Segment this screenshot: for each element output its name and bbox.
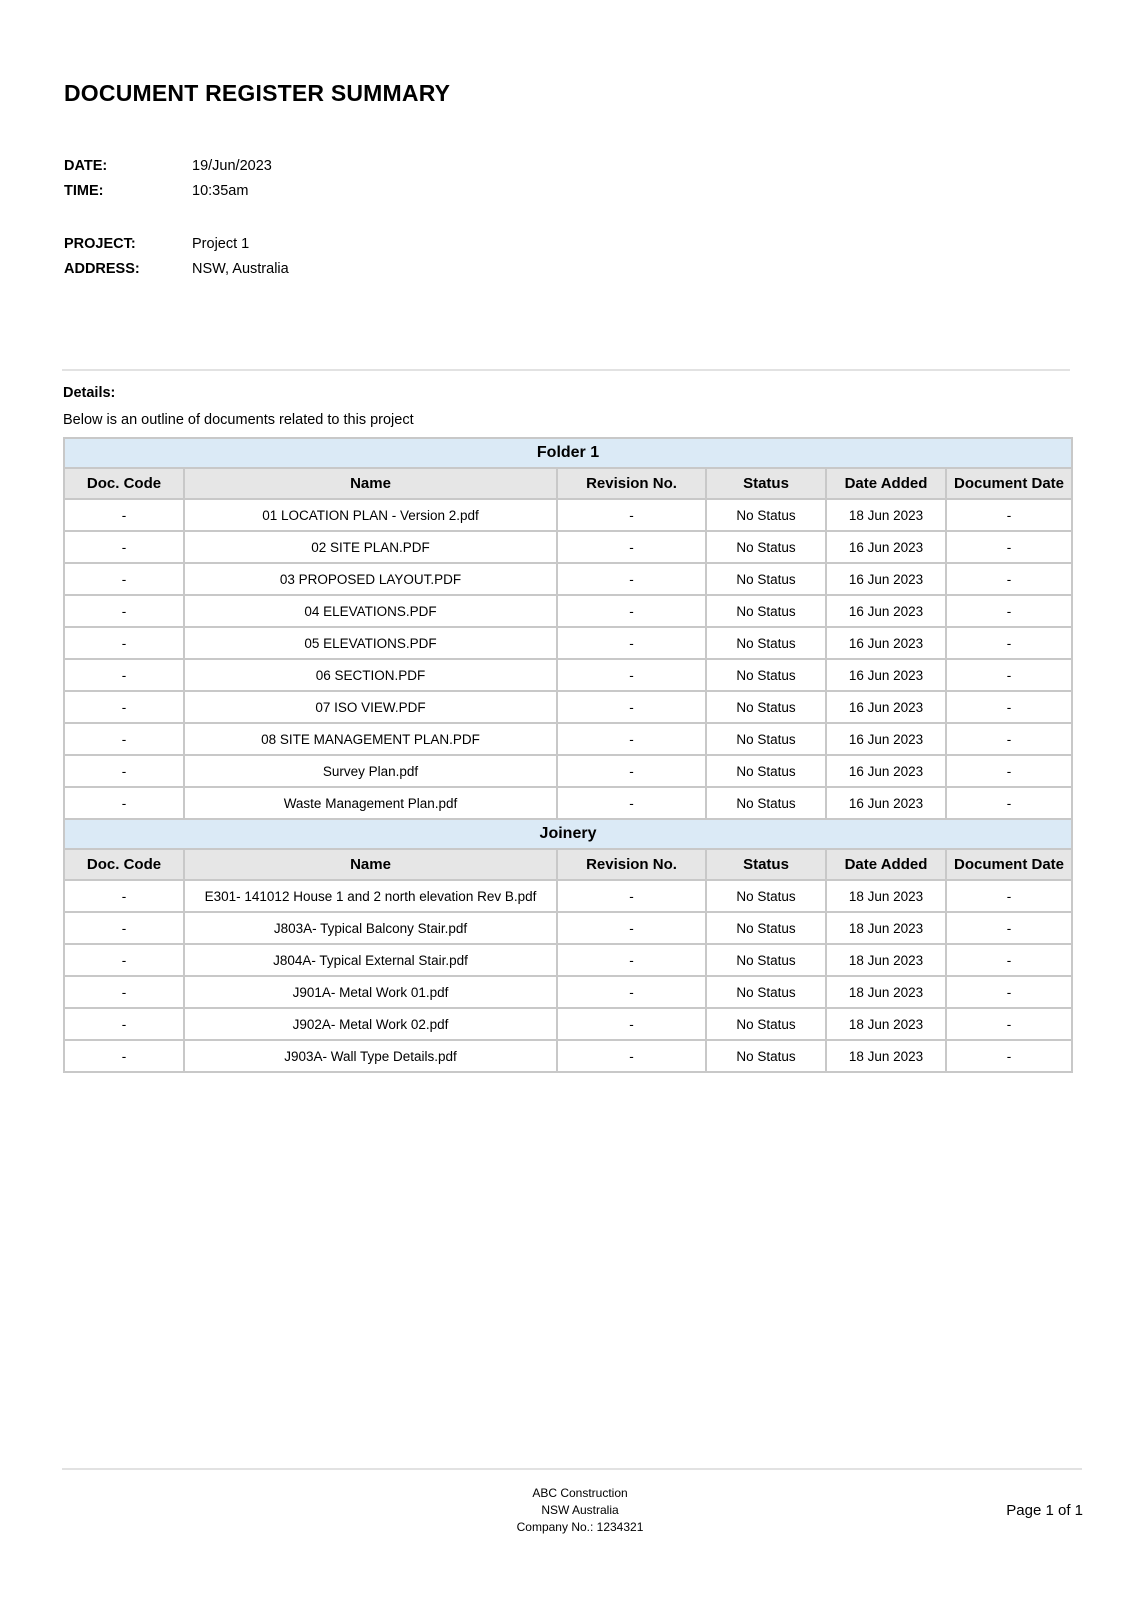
cell-document-date: - — [946, 1040, 1072, 1072]
cell-doc-code: - — [64, 944, 184, 976]
cell-date-added: 16 Jun 2023 — [826, 787, 946, 819]
time-row — [64, 178, 272, 203]
cell-doc-code: - — [64, 912, 184, 944]
column-header-date-added: Date Added — [826, 468, 946, 499]
cell-revision-no: - — [557, 880, 706, 912]
cell-date-added: 16 Jun 2023 — [826, 563, 946, 595]
cell-doc-code: - — [64, 1008, 184, 1040]
folder-name: Folder 1 — [64, 438, 1072, 468]
cell-revision-no: - — [557, 912, 706, 944]
cell-status: No Status — [706, 627, 826, 659]
table-row — [64, 912, 1072, 944]
column-header-row — [64, 468, 1072, 499]
cell-date-added: 16 Jun 2023 — [826, 595, 946, 627]
cell-name: J903A- Wall Type Details.pdf — [184, 1040, 557, 1072]
cell-name: J902A- Metal Work 02.pdf — [184, 1008, 557, 1040]
cell-document-date: - — [946, 1008, 1072, 1040]
column-header-name: Name — [184, 849, 557, 880]
folder-name: Joinery — [64, 819, 1072, 849]
project-label: PROJECT: — [64, 235, 136, 252]
address-value: NSW, Australia — [192, 260, 289, 277]
table-row — [64, 499, 1072, 531]
cell-document-date: - — [946, 499, 1072, 531]
column-header-status: Status — [706, 849, 826, 880]
cell-name: Survey Plan.pdf — [184, 755, 557, 787]
address-row — [64, 256, 289, 281]
cell-date-added: 18 Jun 2023 — [826, 912, 946, 944]
footer-company-info — [0, 1485, 1131, 1536]
cell-date-added: 16 Jun 2023 — [826, 723, 946, 755]
cell-document-date: - — [946, 912, 1072, 944]
cell-date-added: 16 Jun 2023 — [826, 659, 946, 691]
cell-document-date: - — [946, 787, 1072, 819]
project-block — [64, 231, 289, 281]
table-row — [64, 880, 1072, 912]
cell-name: 08 SITE MANAGEMENT PLAN.PDF — [184, 723, 557, 755]
time-label: TIME: — [64, 182, 104, 199]
cell-revision-no: - — [557, 755, 706, 787]
table-row — [64, 531, 1072, 563]
cell-document-date: - — [946, 659, 1072, 691]
cell-status: No Status — [706, 531, 826, 563]
header-divider — [62, 369, 1070, 371]
table-row — [64, 723, 1072, 755]
cell-name: 07 ISO VIEW.PDF — [184, 691, 557, 723]
cell-document-date: - — [946, 723, 1072, 755]
table-row — [64, 787, 1072, 819]
cell-name: 01 LOCATION PLAN - Version 2.pdf — [184, 499, 557, 531]
cell-revision-no: - — [557, 1008, 706, 1040]
cell-revision-no: - — [557, 944, 706, 976]
column-header-revision-no: Revision No. — [557, 849, 706, 880]
date-row — [64, 153, 272, 178]
cell-revision-no: - — [557, 1040, 706, 1072]
cell-doc-code: - — [64, 787, 184, 819]
cell-status: No Status — [706, 944, 826, 976]
column-header-row — [64, 849, 1072, 880]
cell-revision-no: - — [557, 976, 706, 1008]
cell-date-added: 18 Jun 2023 — [826, 1008, 946, 1040]
date-label: DATE: — [64, 157, 108, 174]
cell-doc-code: - — [64, 595, 184, 627]
column-header-status: Status — [706, 468, 826, 499]
cell-doc-code: - — [64, 1040, 184, 1072]
cell-revision-no: - — [557, 787, 706, 819]
cell-name: J803A- Typical Balcony Stair.pdf — [184, 912, 557, 944]
cell-doc-code: - — [64, 691, 184, 723]
details-heading: Details: — [63, 385, 116, 401]
cell-revision-no: - — [557, 531, 706, 563]
column-header-document-date: Document Date — [946, 849, 1072, 880]
footer-company-number: Company No.: 1234321 — [516, 1520, 644, 1534]
table-row — [64, 1008, 1072, 1040]
cell-date-added: 18 Jun 2023 — [826, 499, 946, 531]
column-header-doc-code: Doc. Code — [64, 849, 184, 880]
time-value: 10:35am — [192, 182, 249, 199]
cell-name: Waste Management Plan.pdf — [184, 787, 557, 819]
cell-name: J901A- Metal Work 01.pdf — [184, 976, 557, 1008]
cell-status: No Status — [706, 976, 826, 1008]
project-value: Project 1 — [192, 235, 250, 252]
cell-doc-code: - — [64, 531, 184, 563]
cell-revision-no: - — [557, 627, 706, 659]
address-label: ADDRESS: — [64, 260, 140, 277]
cell-doc-code: - — [64, 659, 184, 691]
project-row — [64, 231, 289, 256]
cell-name: 03 PROPOSED LAYOUT.PDF — [184, 563, 557, 595]
table-row — [64, 691, 1072, 723]
footer-company-name: ABC Construction — [532, 1486, 628, 1500]
cell-document-date: - — [946, 691, 1072, 723]
folder-header-row — [64, 819, 1072, 849]
cell-status: No Status — [706, 723, 826, 755]
column-header-date-added: Date Added — [826, 849, 946, 880]
details-description: Below is an outline of documents related to this project — [63, 412, 414, 428]
cell-status: No Status — [706, 595, 826, 627]
cell-document-date: - — [946, 627, 1072, 659]
cell-name: J804A- Typical External Stair.pdf — [184, 944, 557, 976]
table-row — [64, 944, 1072, 976]
cell-document-date: - — [946, 755, 1072, 787]
table-row — [64, 976, 1072, 1008]
cell-date-added: 16 Jun 2023 — [826, 531, 946, 563]
folder-header-row — [64, 438, 1072, 468]
cell-status: No Status — [706, 1008, 826, 1040]
table-row — [64, 755, 1072, 787]
table-row — [64, 627, 1072, 659]
cell-document-date: - — [946, 563, 1072, 595]
page-title: DOCUMENT REGISTER SUMMARY — [64, 80, 451, 106]
column-header-document-date: Document Date — [946, 468, 1072, 499]
column-header-revision-no: Revision No. — [557, 468, 706, 499]
cell-revision-no: - — [557, 595, 706, 627]
cell-doc-code: - — [64, 499, 184, 531]
cell-date-added: 16 Jun 2023 — [826, 627, 946, 659]
cell-name: E301- 141012 House 1 and 2 north elevation Rev B.pdf — [184, 880, 557, 912]
cell-status: No Status — [706, 691, 826, 723]
cell-doc-code: - — [64, 723, 184, 755]
cell-name: 02 SITE PLAN.PDF — [184, 531, 557, 563]
document-register-table — [63, 437, 1073, 1073]
cell-document-date: - — [946, 944, 1072, 976]
footer-company-location: NSW Australia — [541, 1503, 619, 1517]
cell-doc-code: - — [64, 627, 184, 659]
cell-name: 04 ELEVATIONS.PDF — [184, 595, 557, 627]
cell-document-date: - — [946, 531, 1072, 563]
cell-doc-code: - — [64, 976, 184, 1008]
cell-date-added: 18 Jun 2023 — [826, 944, 946, 976]
cell-date-added: 18 Jun 2023 — [826, 976, 946, 1008]
cell-name: 05 ELEVATIONS.PDF — [184, 627, 557, 659]
column-header-doc-code: Doc. Code — [64, 468, 184, 499]
cell-revision-no: - — [557, 499, 706, 531]
cell-date-added: 16 Jun 2023 — [826, 691, 946, 723]
cell-document-date: - — [946, 976, 1072, 1008]
cell-status: No Status — [706, 1040, 826, 1072]
page-number: Page 1 of 1 — [1006, 1502, 1083, 1519]
cell-date-added: 18 Jun 2023 — [826, 880, 946, 912]
cell-doc-code: - — [64, 880, 184, 912]
cell-name: 06 SECTION.PDF — [184, 659, 557, 691]
cell-status: No Status — [706, 563, 826, 595]
cell-status: No Status — [706, 659, 826, 691]
cell-status: No Status — [706, 912, 826, 944]
cell-revision-no: - — [557, 723, 706, 755]
column-header-name: Name — [184, 468, 557, 499]
table-row — [64, 563, 1072, 595]
table-row — [64, 1040, 1072, 1072]
cell-date-added: 16 Jun 2023 — [826, 755, 946, 787]
cell-document-date: - — [946, 880, 1072, 912]
table-row — [64, 595, 1072, 627]
footer-divider — [62, 1468, 1082, 1470]
cell-status: No Status — [706, 880, 826, 912]
cell-revision-no: - — [557, 563, 706, 595]
date-time-block — [64, 153, 272, 203]
cell-revision-no: - — [557, 691, 706, 723]
cell-revision-no: - — [557, 659, 706, 691]
cell-status: No Status — [706, 755, 826, 787]
date-value: 19/Jun/2023 — [192, 157, 272, 174]
cell-status: No Status — [706, 787, 826, 819]
table-row — [64, 659, 1072, 691]
cell-doc-code: - — [64, 563, 184, 595]
cell-status: No Status — [706, 499, 826, 531]
cell-date-added: 18 Jun 2023 — [826, 1040, 946, 1072]
cell-doc-code: - — [64, 755, 184, 787]
cell-document-date: - — [946, 595, 1072, 627]
